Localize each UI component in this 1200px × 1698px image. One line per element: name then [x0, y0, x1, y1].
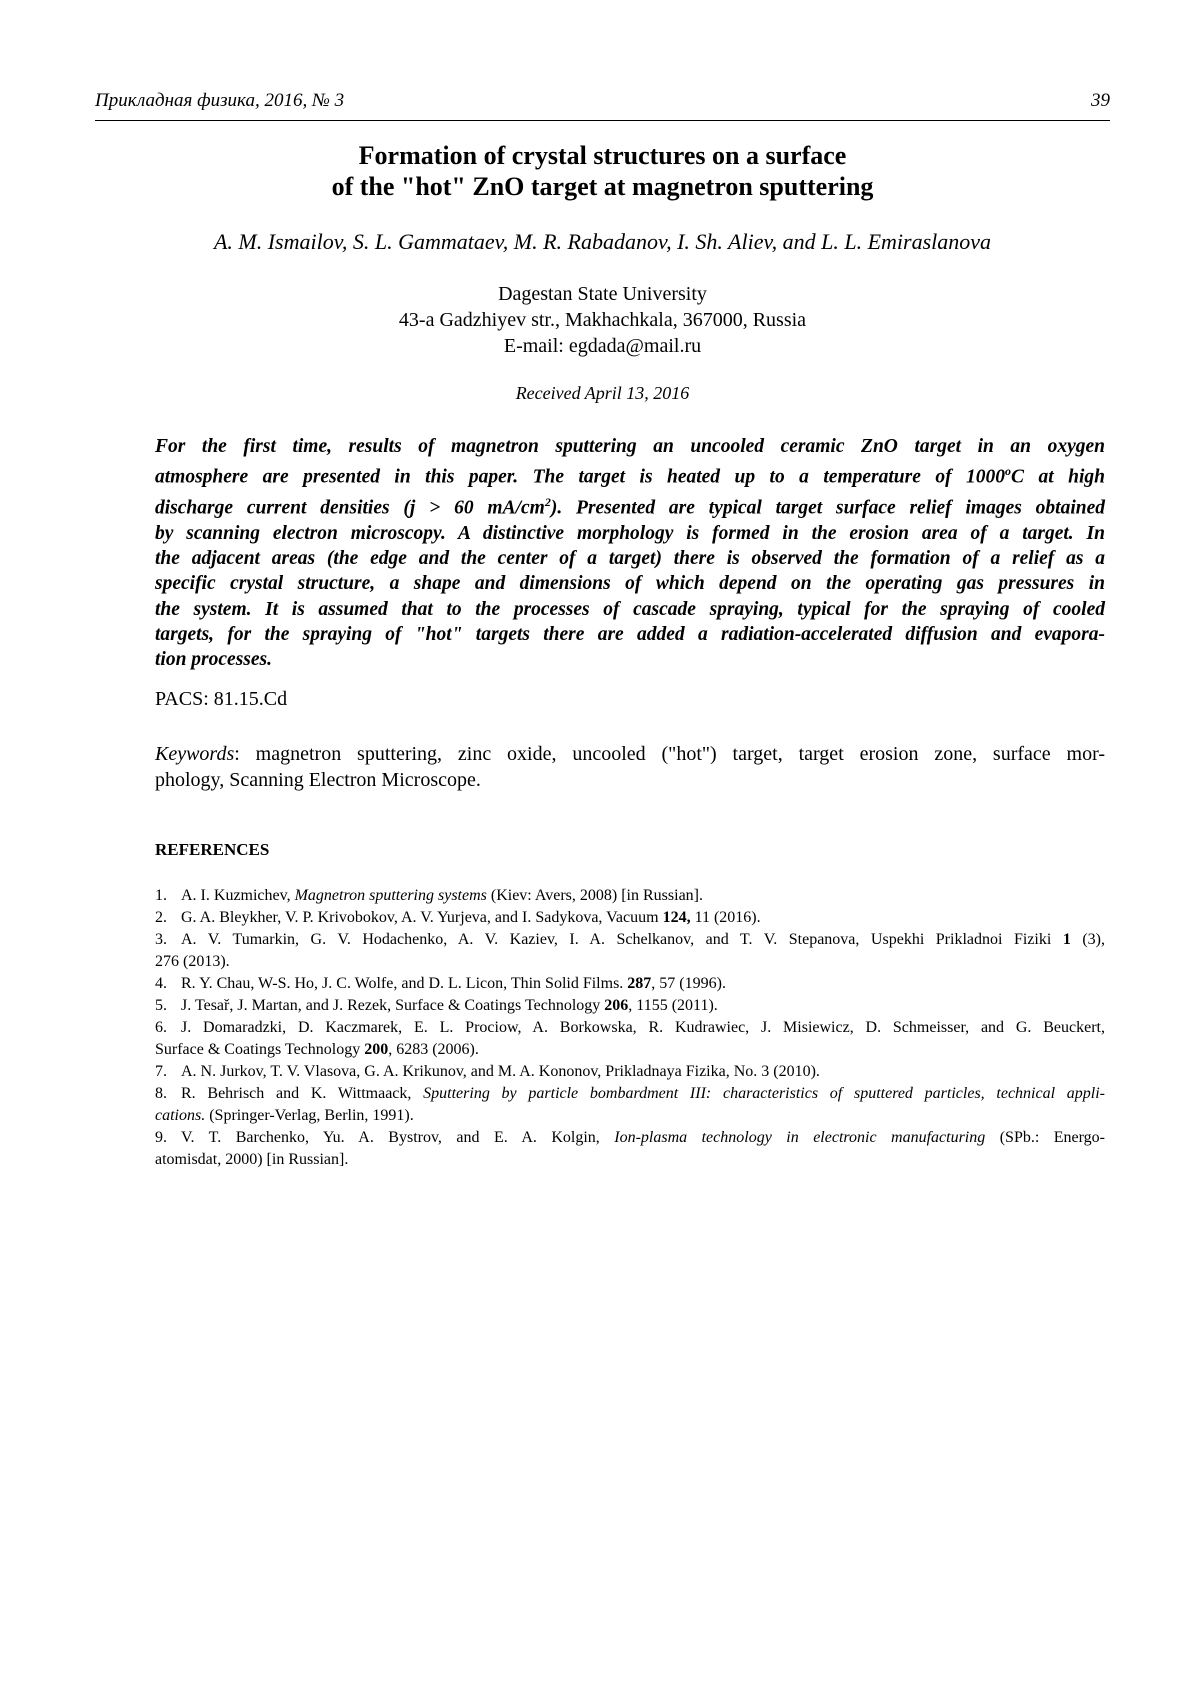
reference-item: 3. A. V. Tumarkin, G. V. Hodachenko, A. V. Kaziev, I. A. Schelkanov, and T. V. Stepanova, Uspekhi Prikladnoi Fiziki 1 (3), 276 (2013). [155, 931, 1106, 970]
authors: A. M. Ismailov, S. L. Gammataev, M. R. Rabadanov, I. Sh. Aliev, and L. L. Emiraslanova [213, 229, 992, 254]
abstract-line: targets, for the spraying of "hot" targets there are added a radiation-accelerated diffusion and evapora- [155, 624, 1105, 646]
email: E-mail: egdada@mail.ru [503, 335, 702, 357]
reference-item: 2. G. A. Bleykher, V. P. Krivobokov, A. V. Yurjeva, and I. Sadykova, Vacuum 124, 11 (2016). [155, 909, 761, 926]
title-line-1: Formation of crystal structures on a surface [358, 141, 847, 170]
abstract-line: atmosphere are presented in this paper. The target is heated up to a temperature of 1000$^o$C at high [155, 464, 1105, 488]
keywords [155, 741, 1105, 793]
page-number: 39 [1091, 90, 1110, 111]
abstract-line: discharge current densities (j > 60 $mA/cm^2$). Presented are typical target surface relief images obtained [155, 495, 1105, 519]
address: 43-a Gadzhiyev str., Makhachkala, 367000, Russia [398, 309, 807, 331]
abstract-line: the adjacent areas (the edge and the center of a target) there is observed the formation of a relief as a [155, 548, 1105, 570]
title-line-2: of the "hot" ZnO target at magnetron sputtering [331, 172, 874, 201]
keywords-line: Keywords: magnetron sputtering, zinc oxide, uncooled ("hot") target, target erosion zone, surface mor- [155, 743, 1105, 765]
paper-title [95, 140, 1110, 202]
references-heading: REFERENCES [155, 840, 270, 859]
abstract-line: by scanning electron microscopy. A distinctive morphology is formed in the erosion area of a target. In [155, 522, 1105, 544]
keywords-label: Keywords [155, 743, 235, 765]
running-head [95, 90, 1110, 121]
abstract-line: specific crystal structure, a shape and dimensions of which depend on the operating gas pressures in [155, 573, 1105, 595]
abstract [155, 434, 1105, 673]
abstract-line: tion processes. [155, 649, 272, 671]
journal-name: Прикладная физика, 2016, № 3 [95, 90, 345, 111]
reference-item: 7. A. N. Jurkov, T. V. Vlasova, G. A. Krikunov, and M. A. Kononov, Prikladnaya Fizika, No. 3 (2010). [155, 1063, 820, 1080]
reference-item: 4. R. Y. Chau, W-S. Ho, J. C. Wolfe, and D. L. Licon, Thin Solid Films. 287, 57 (1996). [155, 975, 726, 992]
references-list [155, 885, 1105, 1171]
reference-item: 8. R. Behrisch and K. Wittmaack, Sputtering by particle bombardment III: characteristics of sputtered particles, technical appli- cations. (Springer-Verlag, Berlin, 1991). [155, 1085, 1105, 1124]
abstract-line: For the first time, results of magnetron sputtering an uncooled ceramic ZnO target in an oxygen [155, 436, 1105, 457]
reference-item: 9. V. T. Barchenko, Yu. A. Bystrov, and E. A. Kolgin, Ion-plasma technology in electronic manufacturing (SPb.: Energo- atomisdat, 2000) [in Russian]. [155, 1129, 1106, 1168]
affiliation [95, 281, 1110, 359]
institution: Dagestan State University [498, 283, 707, 305]
reference-item: 1. A. I. Kuzmichev, Magnetron sputtering systems (Kiev: Avers, 2008) [in Russian]. [155, 887, 703, 904]
pacs: PACS: 81.15.Cd [155, 688, 288, 710]
received-date: Received April 13, 2016 [515, 383, 690, 403]
abstract-line: the system. It is assumed that to the processes of cascade spraying, typical for the spraying of cooled [155, 598, 1105, 620]
reference-item: 6. J. Domaradzki, D. Kaczmarek, E. L. Prociow, A. Borkowska, R. Kudrawiec, J. Misiewicz, D. Schmeisser, and G. Beuckert, Surface & Coatings Technology 200, 6283 (2006). [155, 1019, 1105, 1058]
reference-item: 5. J. Tesař, J. Martan, and J. Rezek, Surface & Coatings Technology 206, 1155 (2011). [155, 997, 718, 1014]
keywords-line: phology, Scanning Electron Microscope. [155, 769, 481, 791]
